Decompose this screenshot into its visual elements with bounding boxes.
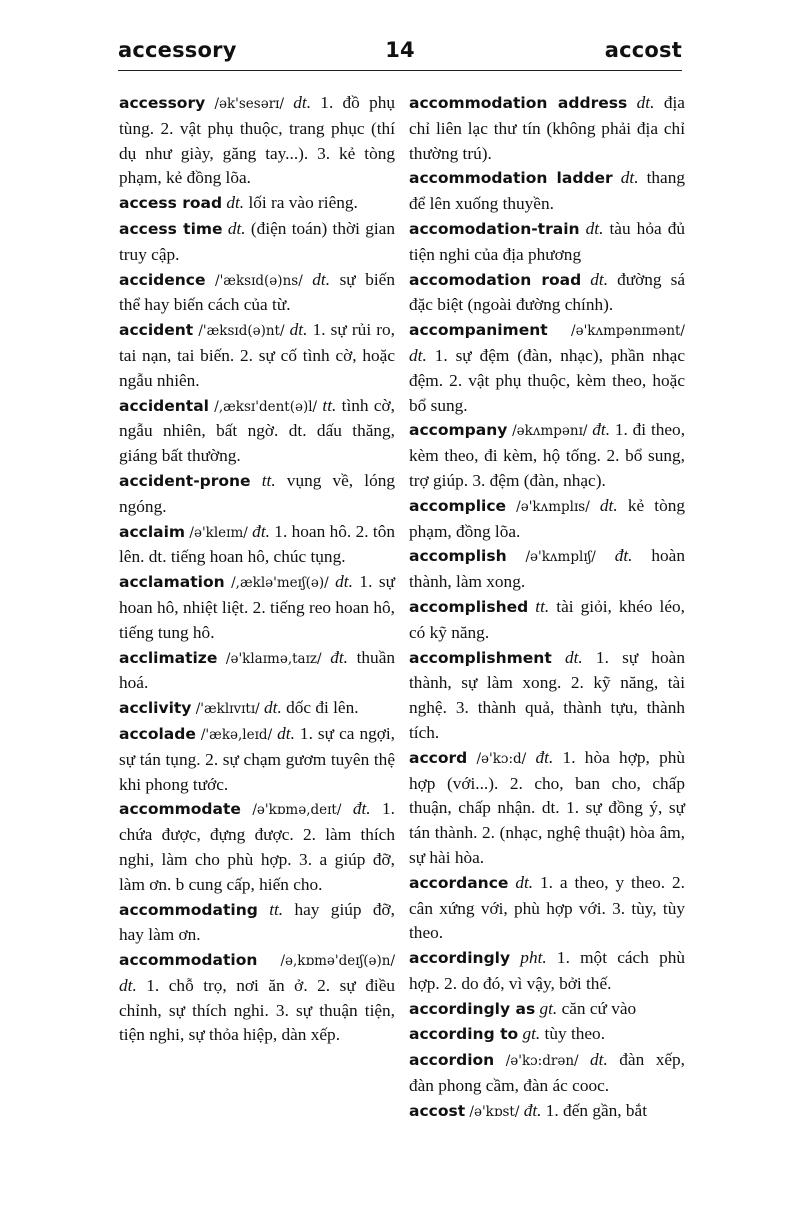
pronunciation: /'æksɪd(ə)nt/ (193, 323, 290, 340)
definition: 1. đến gần, bắt (541, 1100, 648, 1120)
headword: accost (409, 1101, 466, 1120)
definition: sự biến thể hay biến cách của từ. (119, 269, 395, 315)
part-of-speech: đt. (614, 546, 633, 566)
part-of-speech: tt. (528, 596, 550, 616)
header-last-word: accost (604, 38, 682, 62)
headword: accordingly (409, 949, 511, 968)
headword: accidental (119, 396, 209, 415)
headword: access road (119, 194, 223, 213)
headword: accommodation ladder (409, 169, 613, 188)
headword: accordion (409, 1051, 495, 1070)
part-of-speech: dt. (277, 723, 295, 743)
headword: accommodate (119, 800, 241, 819)
headword: accomplish (409, 547, 507, 566)
dictionary-entry (119, 722, 395, 797)
headword: accident (119, 321, 194, 340)
dictionary-entry (409, 318, 685, 418)
dictionary-entry (409, 997, 685, 1023)
definition: 1. sự hoàn thành, sự làm xong. 2. kỹ năng, tài nghệ. 3. thành quả, thành tựu, thành tích. (409, 647, 685, 742)
definition: tùy theo. (540, 1024, 606, 1044)
pronunciation: /ə'kʌmpənɪmənt/ (547, 323, 685, 340)
headword: accident-prone (119, 471, 251, 490)
definition: vụng về, lóng ngóng. (119, 470, 395, 516)
definition: (điện toán) thời gian truy cập. (119, 218, 395, 264)
pronunciation: /ə'kɒst/ (465, 1103, 524, 1120)
part-of-speech: dt. (409, 345, 427, 365)
headword: accomodation road (409, 270, 582, 289)
dictionary-entry (119, 469, 395, 520)
definition: 1. chứa được, đựng được. 2. làm thích nghi, làm cho phù hợp. 3. a giúp đỡ, làm ơn. b cung cấp, hiến cho. (119, 799, 395, 894)
headword: accordance (409, 873, 509, 892)
pronunciation: /əkʌmpənɪ/ (507, 423, 593, 440)
definition: 1. hoan hô. 2. tôn lên. dt. tiếng hoan hô, chúc tụng. (119, 521, 395, 567)
headword: accomplished (409, 597, 529, 616)
part-of-speech: đt. (252, 521, 270, 541)
dictionary-entry (409, 595, 685, 646)
dictionary-entry (409, 494, 685, 545)
headword: acclimatize (119, 648, 218, 667)
definition: hay giúp đỡ, hay làm ơn. (119, 899, 395, 945)
definition: 1. sự rủi ro, tai nạn, tai biến. 2. sự cố tình cờ, hoặc ngẫu nhiên. (119, 320, 395, 390)
pronunciation: /ə'klaɪmə,taɪz/ (217, 650, 331, 667)
part-of-speech: dt. (579, 218, 604, 238)
definition: 1. sự đệm (đàn, nhạc), phần nhạc đệm. 2. vật phụ thuộc, kèm theo, hoặc bổ sung. (409, 345, 685, 415)
headword: accomplishment (409, 648, 552, 667)
headword: accidence (119, 270, 206, 289)
definition: 1. sự hoan hô, nhiệt liệt. 2. tiếng reo hoan hô, tiếng tung hô. (119, 572, 395, 642)
part-of-speech: dt. (551, 647, 583, 667)
definition: 1. đi theo, kèm theo, đi kèm, hộ tống. 2. bổ sung, trợ giúp. 3. đệm (đàn, nhạc). (409, 420, 686, 490)
headword: accordingly as (409, 999, 536, 1018)
dictionary-entry (409, 166, 685, 217)
definition: tàu hỏa đủ tiện nghi của địa phương (409, 218, 685, 264)
dictionary-entry (119, 91, 395, 191)
dictionary-entry (409, 1022, 685, 1048)
pronunciation: /ə'kɒmə,deɪt/ (240, 802, 353, 819)
pronunciation: /'ækə,leɪd/ (195, 726, 278, 743)
headword: acclamation (119, 573, 225, 592)
part-of-speech: đt. (352, 799, 371, 819)
pronunciation: /,æklə'meɪʃ(ə)/ (224, 575, 336, 592)
part-of-speech: gt. (535, 998, 558, 1018)
part-of-speech: dt. (312, 269, 331, 289)
part-of-speech: gt. (518, 1024, 541, 1044)
headword: accomplice (409, 496, 507, 515)
pronunciation: /'æklɪvɪtɪ/ (191, 701, 264, 718)
dictionary-entry (409, 1048, 685, 1099)
definition: tình cờ, ngẫu nhiên, bất ngờ. dt. dấu thăng, giáng bất thường. (119, 395, 395, 466)
definition: 1. sự ca ngợi, sự tán tụng. 2. sự chạm gươm tuyên thệ khi phong tước. (119, 723, 395, 794)
part-of-speech: tt. (250, 470, 276, 490)
dictionary-entry (119, 898, 395, 949)
definition: địa chỉ liên lạc thư tín (không phải địa chỉ thường trú). (409, 93, 685, 163)
page-number: 14 (385, 38, 415, 62)
headword: acclivity (119, 699, 192, 718)
headword: accommodation (119, 951, 258, 970)
dictionary-entry (409, 946, 685, 997)
part-of-speech: dt. (119, 975, 137, 995)
definition: dốc đi lên. (281, 698, 359, 718)
dictionary-entry (119, 948, 395, 1048)
part-of-speech: đt. (330, 647, 348, 667)
dictionary-entry (119, 318, 395, 393)
part-of-speech: dt. (590, 1050, 608, 1070)
definition: kẻ tòng phạm, đồng lõa. (409, 495, 685, 541)
pronunciation: /ə'kɔ:d/ (467, 750, 536, 767)
dictionary-entry (409, 544, 685, 595)
headword: accolade (119, 724, 196, 743)
header-first-word: accessory (118, 38, 237, 62)
part-of-speech: tt. (322, 395, 337, 415)
dictionary-entry (119, 394, 395, 469)
definition: thang để lên xuống thuyền. (409, 168, 685, 214)
definition: tài giỏi, khéo léo, có kỹ năng. (409, 596, 685, 642)
dictionary-entry (119, 520, 395, 571)
part-of-speech: dt. (508, 872, 534, 892)
dictionary-entry (409, 217, 685, 268)
dictionary-entry (119, 570, 395, 645)
dictionary-entry (119, 217, 395, 268)
running-header (118, 38, 682, 72)
pronunciation: /ə'kʌmplɪs/ (506, 498, 600, 515)
headword: accompaniment (409, 321, 548, 340)
part-of-speech: đt. (523, 1100, 542, 1120)
definition: 1. chỗ trọ, nơi ăn ở. 2. sự điều chỉnh, sự thích nghi. 3. sự thuận tiện, tiện nghi, sự thỏa hiệp, dàn xếp. (119, 975, 395, 1045)
headword: accessory (119, 94, 206, 112)
dictionary-entry (409, 268, 685, 319)
part-of-speech: dt. (335, 572, 353, 592)
dictionary-entry (119, 797, 395, 897)
dictionary-entry (119, 268, 395, 319)
headword: acclaim (119, 522, 186, 541)
part-of-speech: pht. (510, 948, 547, 968)
pronunciation: /ə,kɒmə'deɪʃ(ə)n/ (257, 953, 395, 970)
part-of-speech: dt. (599, 495, 618, 515)
headword: access time (119, 219, 223, 238)
part-of-speech: dt. (222, 193, 245, 213)
part-of-speech: dt. (627, 93, 655, 112)
part-of-speech: dt. (289, 320, 308, 340)
part-of-speech: dt. (293, 93, 312, 112)
part-of-speech: đt. (592, 420, 611, 440)
headword: accomodation-train (409, 219, 580, 238)
pronunciation: /ə'kʌmplɪʃ/ (506, 549, 615, 566)
dictionary-entry (119, 191, 395, 217)
pronunciation: /'æksɪd(ə)ns/ (205, 272, 313, 289)
pronunciation: /ək'sesərɪ/ (205, 96, 294, 112)
definition: căn cứ vào (557, 998, 637, 1018)
headword: accompany (409, 421, 508, 440)
pronunciation: /,æksɪ'dent(ə)l/ (208, 398, 323, 415)
part-of-speech: tt. (257, 899, 284, 919)
right-column (409, 91, 685, 1125)
dictionary-entry (409, 871, 685, 946)
pronunciation: /ə'kleɪm/ (185, 524, 253, 541)
part-of-speech: dt. (222, 218, 246, 238)
dictionary-entry (409, 91, 685, 166)
headword: accommodation address (409, 94, 628, 112)
definition: đường sá đặc biệt (ngoài đường chính). (409, 269, 685, 315)
definition: hoàn thành, làm xong. (409, 546, 685, 592)
left-column (119, 91, 395, 1048)
part-of-speech: đt. (535, 747, 554, 767)
dictionary-entry (409, 1099, 685, 1125)
definition: lối ra vào riêng. (244, 193, 358, 213)
part-of-speech: dt. (581, 269, 609, 289)
headword: accord (409, 748, 468, 767)
dictionary-entry (119, 696, 395, 722)
definition: đàn xếp, đàn phong cầm, đàn ác cooc. (409, 1050, 685, 1096)
dictionary-entry (409, 746, 685, 871)
headword: accommodating (119, 900, 258, 919)
definition: 1. một cách phù hợp. 2. do đó, vì vậy, bởi thế. (409, 948, 685, 993)
definition: thuần hoá. (119, 647, 396, 693)
definition: 1. hòa hợp, phù hợp (với...). 2. cho, ban cho, chấp thuận, chấp nhận. dt. 1. sự đồng ý, sự tán thành. 2. (nhạc, nghệ thuật) hòa âm, sự hài hòa. (409, 747, 686, 867)
part-of-speech: dt. (264, 698, 282, 718)
dictionary-entry (119, 646, 395, 697)
dictionary-entry (409, 646, 685, 746)
part-of-speech: dt. (612, 168, 639, 188)
definition: 1. a theo, y theo. 2. cân xứng với, phù hợp với. 3. tùy, tùy theo. (409, 872, 685, 943)
dictionary-entry (409, 418, 685, 493)
header-rule (118, 70, 682, 71)
definition: 1. đồ phụ tùng. 2. vật phụ thuộc, trang phục (thí dụ như giày, găng tay...). 3. kẻ tòng phạm, kẻ đồng lõa. (119, 93, 395, 188)
pronunciation: /ə'kɔ:drən/ (494, 1053, 591, 1070)
headword: according to (409, 1025, 519, 1044)
